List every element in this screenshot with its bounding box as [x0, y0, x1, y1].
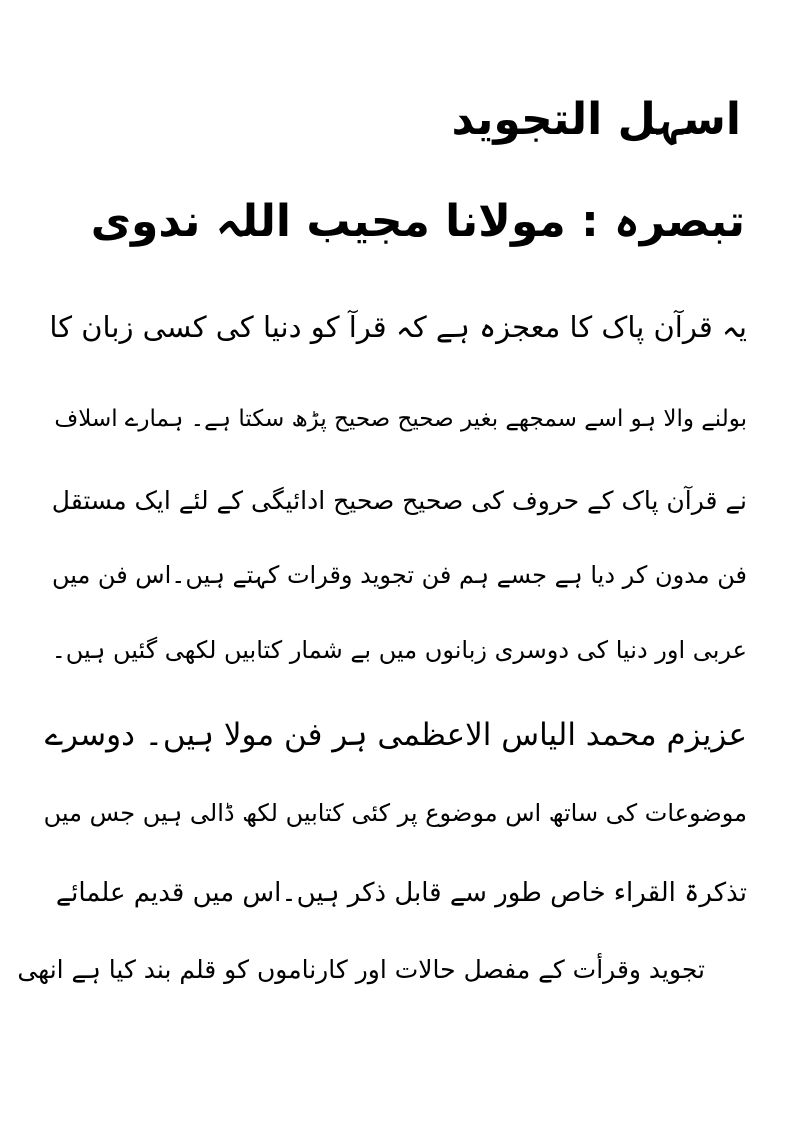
body-line-6: عزیزم محمد الیاس الاعظمی ہر فن مولا ہیں۔ دوسرے — [44, 717, 747, 753]
body-line-3: نے قرآن پاک کے حروف کی صحیح صحیح ادائیگی کے لئے ایک مستقل — [51, 486, 747, 515]
body-line-7: موضوعات کی ساتھ اس موضوع پر کئی کتابیں لکھ ڈالی ہیں جس میں — [43, 799, 747, 827]
body-line-4: فن مدون کر دیا ہے جسے ہم فن تجوید وقرات کہتے ہیں۔اس فن میں — [51, 561, 747, 589]
body-line-9: تجوید وقرأت کے مفصل حالات اور کارناموں کو قلم بند کیا ہے انھی — [17, 955, 705, 984]
body-line-1: یہ قرآن پاک کا معجزہ ہے کہ قرآ کو دنیا کی کسی زبان کا — [49, 310, 747, 344]
review-byline: تبصرہ : مولانا مجیب اللہ ندوی — [90, 196, 745, 247]
body-line-5: عربی اور دنیا کی دوسری زبانوں میں بے شمار کتابیں لکھی گئیں ہیں۔ — [51, 636, 747, 664]
body-line-8: تذکرۃ القراء خاص طور سے قابل ذکر ہیں۔اس میں قدیم علمائے — [55, 878, 747, 908]
document-title: اسہل التجوید — [451, 94, 741, 145]
body-line-2: بولنے والا ہو اسے سمجھے بغیر صحیح صحیح پڑھ سکتا ہے۔ ہمارے اسلاف — [54, 406, 747, 432]
